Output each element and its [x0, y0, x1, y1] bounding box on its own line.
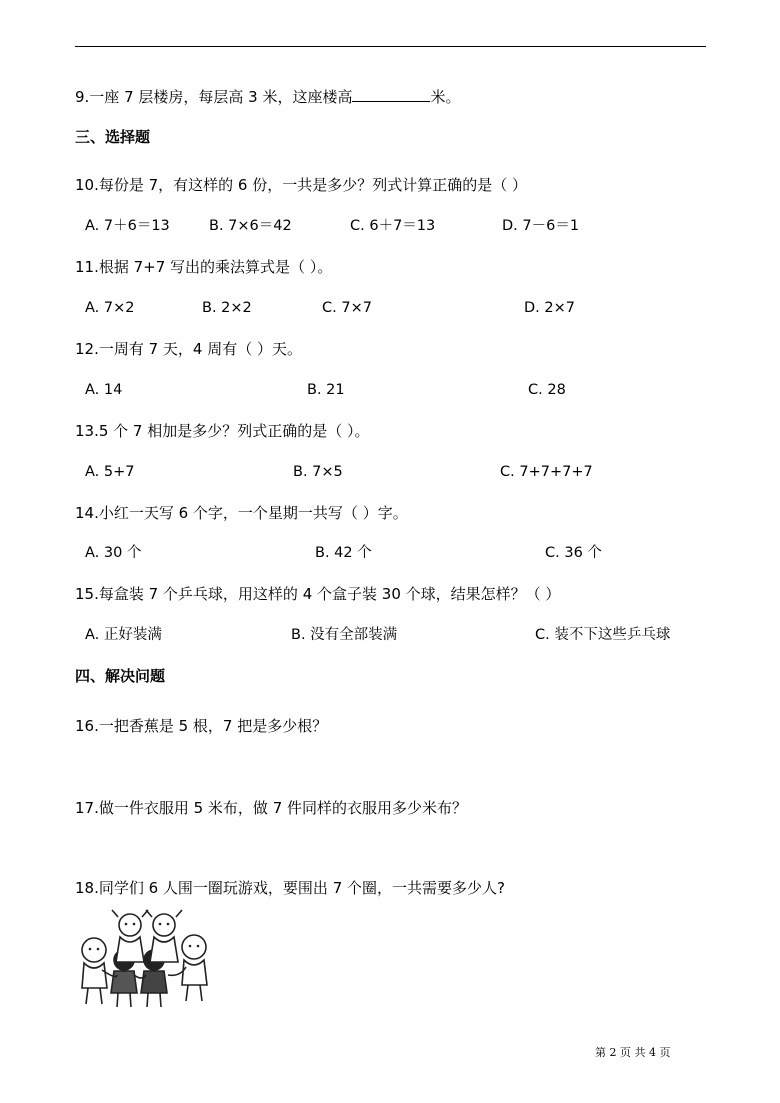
q10-option-d[interactable]: D. 7－6＝1	[502, 218, 580, 234]
question-9	[75, 86, 461, 107]
question-16: 16.一把香蕉是 5 根，7 把是多少根？	[75, 717, 328, 735]
q10-option-c[interactable]: C. 6＋7＝13	[350, 218, 436, 234]
q13-option-b[interactable]: B. 7×5	[293, 464, 343, 480]
q15-option-a[interactable]: A. 正好装满	[85, 627, 162, 643]
question-14: 14.小红一天写 6 个字，一个星期一共写（ ）字。	[75, 504, 408, 522]
section-heading-choice: 三、选择题	[75, 128, 151, 146]
question-15: 15.每盒装 7 个乒乓球，用这样的 4 个盒子装 30 个球，结果怎样？（ ）	[75, 585, 561, 603]
q12-option-c[interactable]: C. 28	[528, 382, 566, 398]
page-footer: 第 2 页 共 4 页	[595, 1046, 671, 1059]
q12-option-a[interactable]: A. 14	[85, 382, 123, 398]
question-13: 13.5 个 7 相加是多少？列式正确的是（ ）。	[75, 422, 370, 440]
header-rule	[75, 46, 706, 47]
q15-option-b[interactable]: B. 没有全部装满	[291, 627, 398, 643]
q12-option-b[interactable]: B. 21	[307, 382, 345, 398]
question-12: 12.一周有 7 天，4 周有（ ）天。	[75, 340, 303, 358]
question-11: 11.根据 7+7 写出的乘法算式是（ ）。	[75, 258, 333, 276]
q11-option-d[interactable]: D. 2×7	[524, 300, 575, 316]
q9-unit: 米。	[430, 88, 461, 106]
q15-option-c[interactable]: C. 装不下这些乒乓球	[535, 627, 671, 643]
section-heading-solve: 四、解决问题	[75, 667, 166, 685]
q11-option-b[interactable]: B. 2×2	[202, 300, 252, 316]
question-10: 10.每份是 7，有这样的 6 份，一共是多少？列式计算正确的是（ ）	[75, 176, 528, 194]
q13-option-c[interactable]: C. 7+7+7+7	[500, 464, 593, 480]
q10-option-a[interactable]: A. 7＋6＝13	[85, 218, 170, 234]
q10-option-b[interactable]: B. 7×6＝42	[209, 218, 292, 234]
q11-option-a[interactable]: A. 7×2	[85, 300, 135, 316]
q9-text: 9.一座 7 层楼房，每层高 3 米，这座楼高	[75, 88, 353, 106]
answer-blank[interactable]	[352, 86, 430, 102]
question-18: 18.同学们 6 人围一圈玩游戏，要围出 7 个圈，一共需要多少人?	[75, 879, 505, 897]
q14-option-b[interactable]: B. 42 个	[315, 545, 372, 561]
q11-option-c[interactable]: C. 7×7	[322, 300, 372, 316]
q13-option-a[interactable]: A. 5+7	[85, 464, 135, 480]
q14-option-c[interactable]: C. 36 个	[545, 545, 602, 561]
q14-option-a[interactable]: A. 30 个	[85, 545, 142, 561]
question-17: 17.做一件衣服用 5 米布，做 7 件同样的衣服用多少米布？	[75, 799, 468, 817]
children-circle-illustration	[72, 905, 217, 1010]
